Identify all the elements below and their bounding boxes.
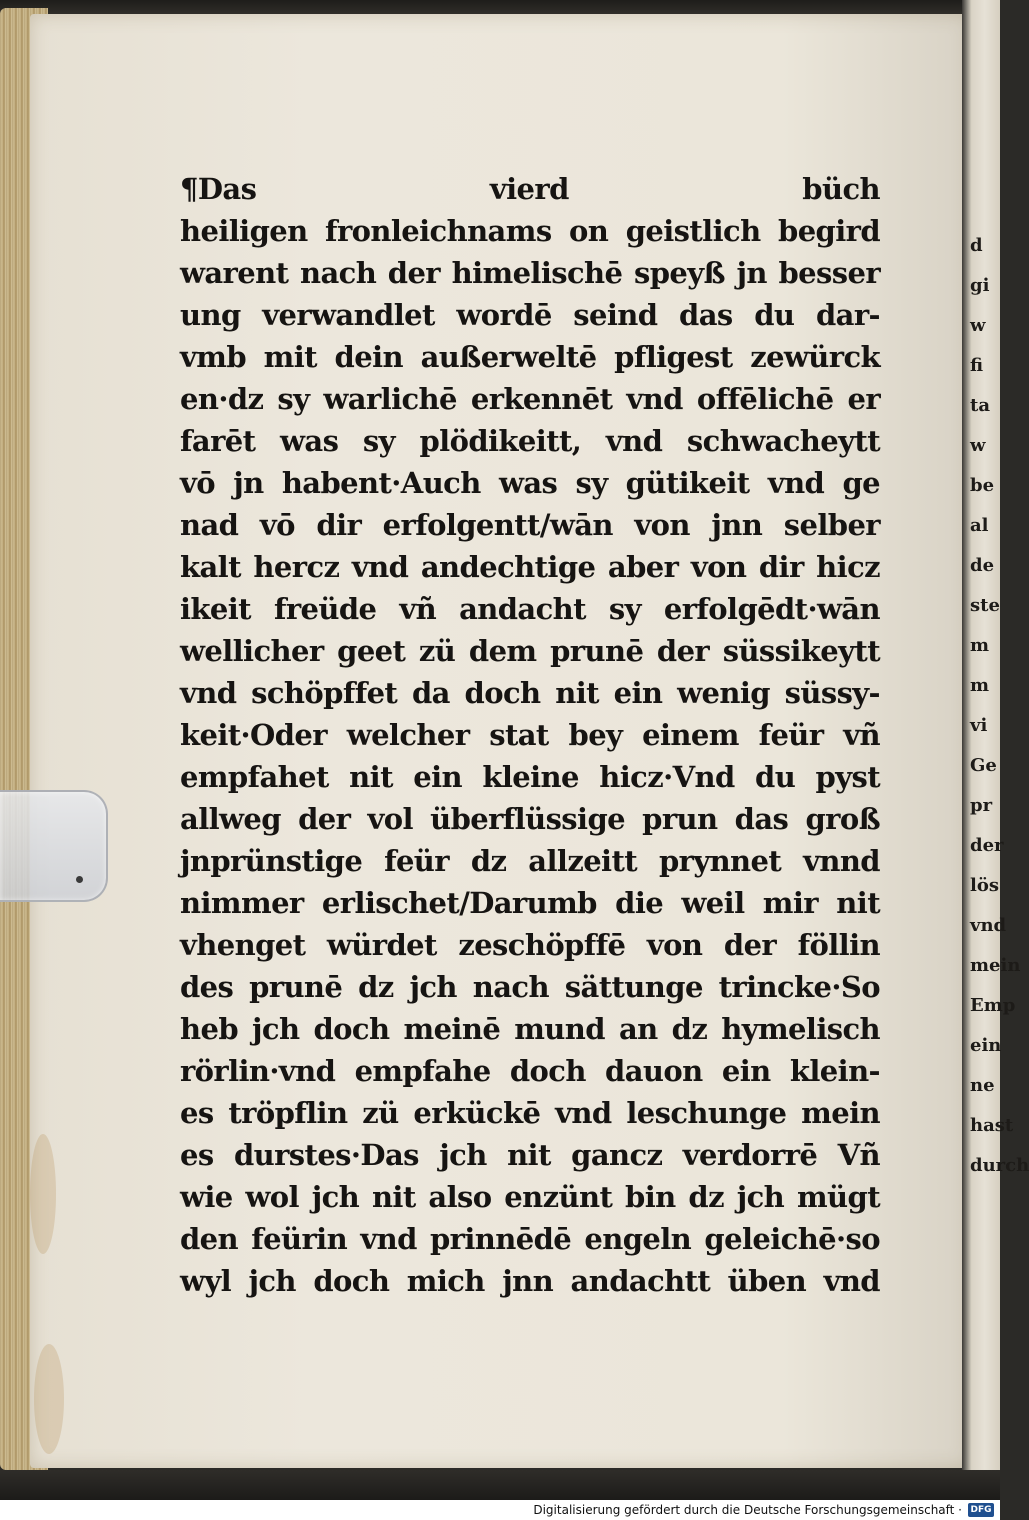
text-line: heb jch doch meinē mund an dz hymelisch: [180, 1012, 880, 1046]
paper-stain: [30, 1134, 56, 1254]
adjacent-page-fragment: lös: [970, 875, 999, 896]
text-line: keit·Oder welcher stat bey einem feür vñ: [180, 718, 880, 752]
text-line: vō jn habent·Auch was sy gütikeit vnd ge: [180, 466, 880, 500]
adjacent-page-fragment: fi: [970, 355, 984, 376]
adjacent-page-fragment: Ge: [970, 755, 997, 776]
text-line: ung verwandlet wordē seind das du dar-: [180, 298, 880, 332]
adjacent-page-fragment: ne: [970, 1075, 995, 1096]
adjacent-page-fragment: ta: [970, 395, 990, 416]
adjacent-page-fragment: vnd: [970, 915, 1007, 936]
text-line: des prunē dz jch nach sättunge trincke·So: [180, 970, 880, 1004]
text-line: kalt hercz vnd andechtige aber von dir hicz: [180, 550, 880, 584]
adjacent-page-fragment: pr: [970, 795, 993, 816]
text-line: es durstes·Das jch nit gancz verdorrē Vñ: [180, 1138, 880, 1172]
text-line: empfahet nit ein kleine hicz·Vnd du pyst: [180, 760, 880, 794]
adjacent-page-fragment: durch: [970, 1155, 1029, 1176]
text-line: heiligen fronleichnams on geistlich begird: [180, 214, 880, 248]
body-text: [180, 168, 880, 1302]
adjacent-page-fragment: gi: [970, 275, 990, 296]
dfg-logo: DFG: [968, 1503, 994, 1517]
footer-bar: [0, 1500, 1000, 1520]
text-line: jnprünstige feür dz allzeitt prynnet vnnd: [180, 844, 880, 878]
adjacent-page-fragment: al: [970, 515, 989, 536]
adjacent-page-fragment: hast: [970, 1115, 1014, 1136]
adjacent-page-fragment: d: [970, 235, 983, 256]
adjacent-page-fragment: be: [970, 475, 995, 496]
scan-background-bottom: [0, 1470, 1000, 1500]
text-line: nad vō dir erfolgentt/wān von jnn selber: [180, 508, 880, 542]
text-line: vnd schöpffet da doch nit ein wenig süssy-: [180, 676, 880, 710]
text-line: wyl jch doch mich jnn andachtt üben vnd: [180, 1264, 880, 1298]
adjacent-page-fragment: der: [970, 835, 1004, 856]
text-line: den feürin vnd prinnēdē engeln geleichē·so: [180, 1222, 880, 1256]
text-line: warent nach der himelischē speyß jn besser: [180, 256, 880, 290]
adjacent-page-fragment: w: [970, 315, 986, 336]
clip-dot: [76, 876, 83, 883]
text-line: wellicher geet zü dem prunē der süssikeytt: [180, 634, 880, 668]
adjacent-page-fragment: mein: [970, 955, 1021, 976]
chapter-heading: ¶Das vierd büch: [180, 172, 880, 206]
text-line: wie wol jch nit also enzünt bin dz jch mügt: [180, 1180, 880, 1214]
text-line: allweg der vol überflüssige prun das groß: [180, 802, 880, 836]
text-line: ikeit freüde vñ andacht sy erfolgēdt·wān: [180, 592, 880, 626]
text-line: farēt was sy plödikeitt, vnd schwacheytt: [180, 424, 880, 458]
text-line: nimmer erlischet/Darumb die weil mir nit: [180, 886, 880, 920]
adjacent-page-fragment: w: [970, 435, 986, 456]
footer-credit: Digitalisierung gefördert durch die Deutsche Forschungsgemeinschaft ·: [533, 1503, 962, 1517]
adjacent-page-fragment: de: [970, 555, 995, 576]
adjacent-page-fragment: m: [970, 675, 990, 696]
text-line: vmb mit dein außerweltē pfligest zewürck: [180, 340, 880, 374]
text-line: rörlin·vnd empfahe doch dauon ein klein-: [180, 1054, 880, 1088]
text-line: en·dz sy warlichē erkennēt vnd offēlichē er: [180, 382, 880, 416]
adjacent-page-fragment: Emp: [970, 995, 1016, 1016]
adjacent-page-edge: [962, 0, 1029, 1470]
adjacent-page-fragment: m: [970, 635, 990, 656]
page-clip-tab: [0, 790, 108, 902]
adjacent-page-fragment: ein: [970, 1035, 1002, 1056]
adjacent-page-fragment: vi: [970, 715, 988, 736]
text-line: es tröpflin zü erkückē vnd leschunge mein: [180, 1096, 880, 1130]
adjacent-page-fragment: ste: [970, 595, 1000, 616]
paper-stain: [34, 1344, 64, 1454]
text-line: vhenget würdet zeschöpffē von der föllin: [180, 928, 880, 962]
